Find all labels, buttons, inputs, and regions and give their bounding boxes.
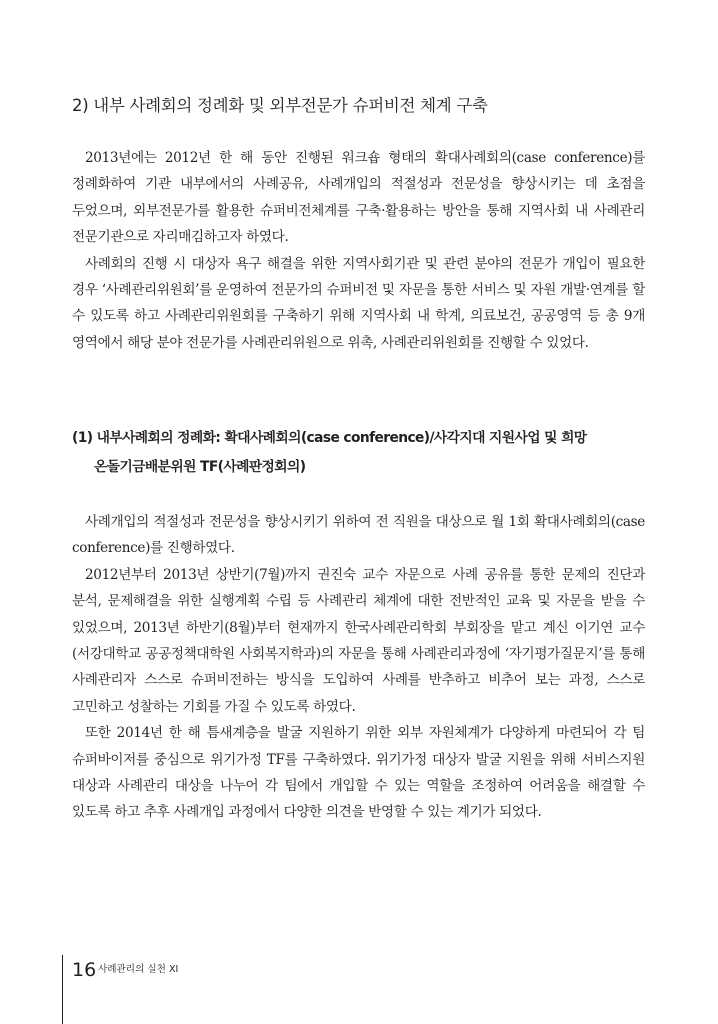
paragraph: 사례개입의 적절성과 전문성을 향상시키기 위하여 전 직원을 대상으로 월 1회 확대사례회의(case conference)를 진행하였다.	[72, 514, 645, 557]
paragraph: 또한 2014년 한 해 틈새계층을 발굴 지원하기 위한 외부 자원체계가 다양하게 마련되어 각 팀 슈퍼바이저를 중심으로 위기가정 TF를 구축하였다. 위기가정 대상자 발굴 지원을 위해 서비스지원 대상과 사례관리 대상을 나누어 각 팀에서 개입할 수 있는 역할을 조정하여 어려움을 해결할 수 있도록 하고 추후 사례개입 과정에서 다양한 의견을 반영할 수 있는 계기가 되었다.	[72, 725, 645, 821]
subsection-body	[72, 509, 645, 826]
section-title: 2) 내부 사례회의 정례화 및 외부전문가 슈퍼비전 체계 구축	[72, 96, 488, 115]
subsection-title-line2: 온돌기금배분위원 TF(사례판정회의)	[94, 459, 306, 475]
subsection-title-line1: (1) 내부사례회의 정례화: 확대사례회의(case conference)/사각지대 지원사업 및 희망	[72, 430, 587, 446]
paragraph: 2013년에는 2012년 한 해 동안 진행된 워크숍 형태의 확대사례회의(case conference)를 정례화하여 기관 내부에서의 사례공유, 사례개입의 적절성과 전문성을 향상시키는 데 초점을 두었으며, 외부전문가를 활용한 슈퍼비전체계를 구축·활용하는 방안을 통해 지역사회 내 사례관리 전문기관으로 자리매김하고자 하였다.	[72, 150, 645, 246]
section-body	[72, 145, 645, 356]
paragraph: 사례회의 진행 시 대상자 욕구 해결을 위한 지역사회기관 및 관련 분야의 전문가 개입이 필요한 경우 ‘사례관리위원회’를 운영하여 전문가의 슈퍼비전 및 자문을 통한 서비스 및 자원 개발·연계를 할 수 있도록 하고 사례관리위원회를 구축하기 위해 지역사회 내 학계, 의료보건, 공공영역 등 총 9개 영역에서 해당 분야 전문가를 사례관리위원으로 위촉, 사례관리위원회를 진행할 수 있었다.	[72, 255, 645, 351]
footer-rule	[62, 955, 63, 1024]
running-title: 사례관리의 실천 XI	[98, 964, 179, 975]
paragraph: 2012년부터 2013년 상반기(7월)까지 권진숙 교수 자문으로 사례 공유를 통한 문제의 진단과 분석, 문제해결을 위한 실행계획 수립 등 사례관리 체계에 대한 전반적인 교육 및 자문을 받을 수 있었으며, 2013년 하반기(8월)부터 현재까지 한국사례관리학회 부회장을 맡고 계신 이기연 교수(서강대학교 공공정책대학원 사회복지학과)의 자문을 통해 사례관리과정에 ‘자기평가질문지’를 통해 사례관리자 스스로 슈퍼비전하는 방식을 도입하여 사례를 반추하고 비추어 보는 과정, 스스로 고민하고 성찰하는 기회를 가질 수 있도록 하였다.	[72, 566, 645, 715]
subsection-title	[72, 424, 645, 482]
page-number: 16	[72, 959, 97, 981]
